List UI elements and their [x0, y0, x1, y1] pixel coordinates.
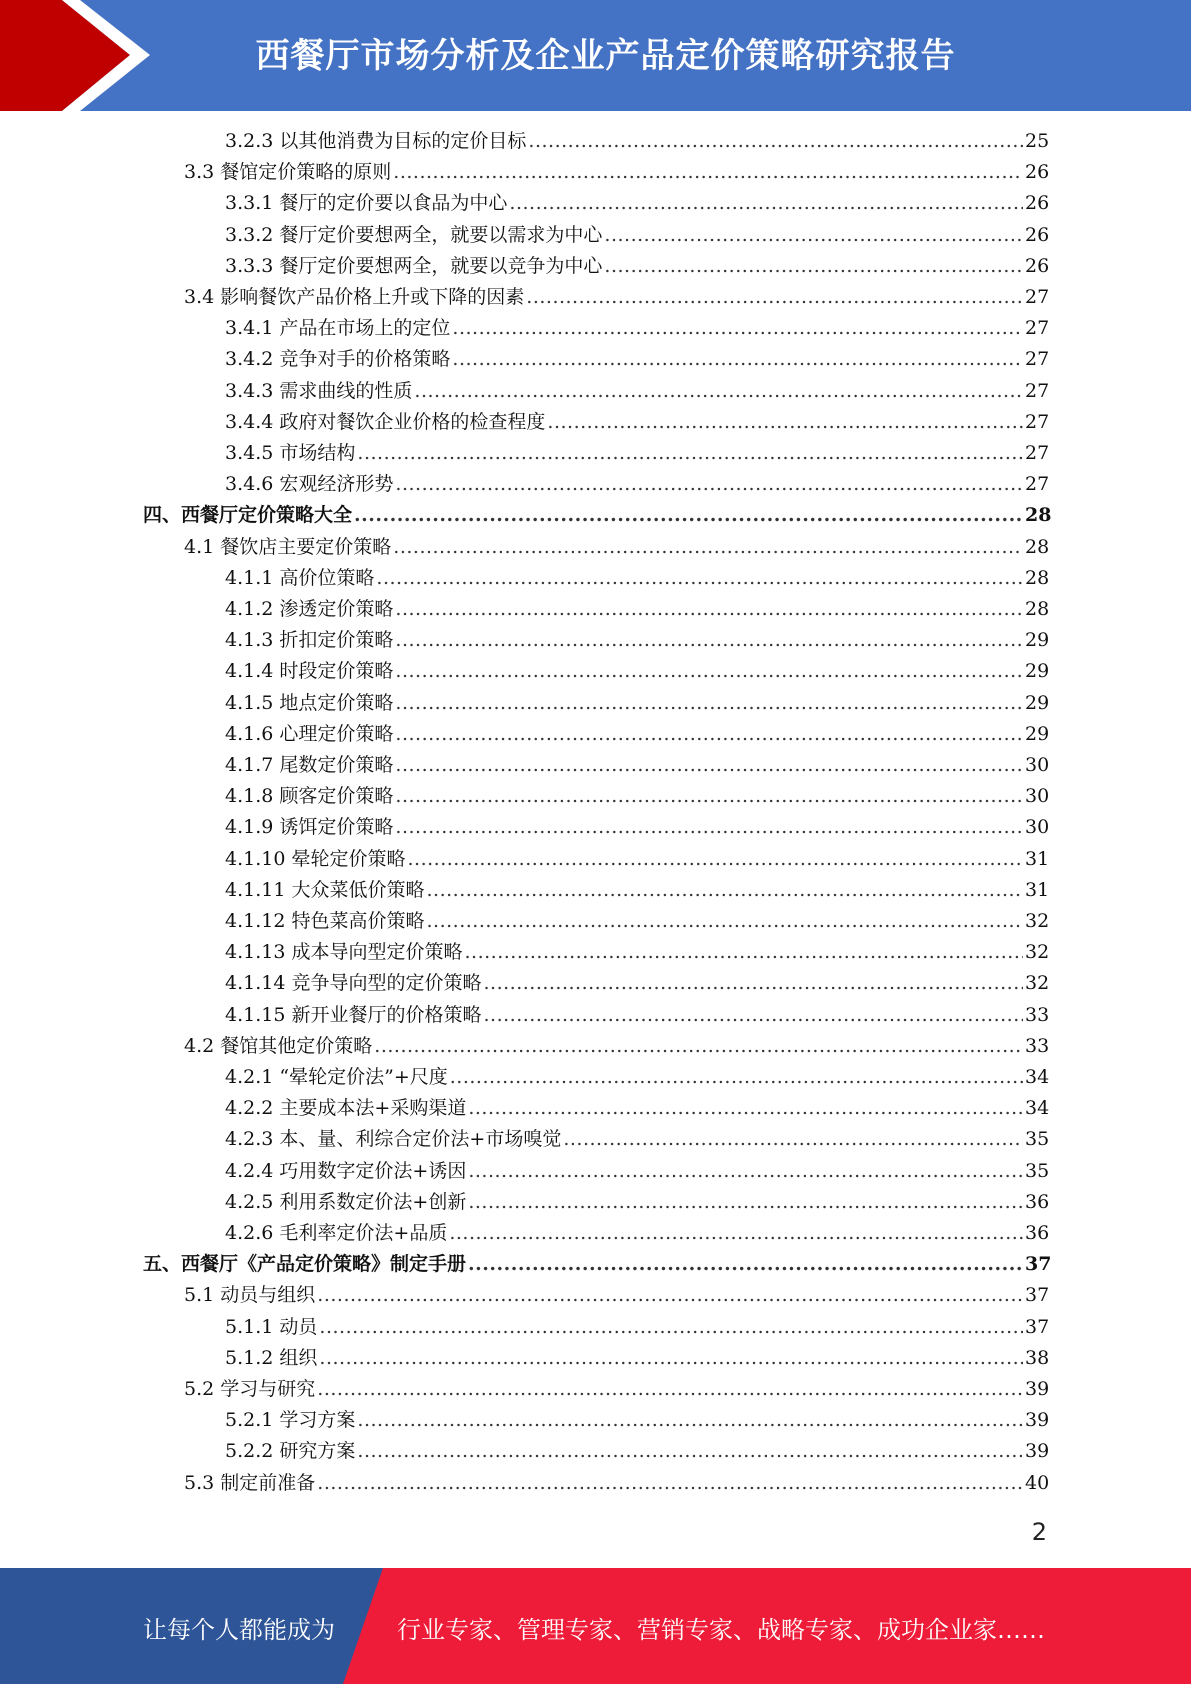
toc-entry-title: 顾客定价策略 [279, 785, 394, 808]
toc-entry-page: 27 [1025, 348, 1050, 371]
toc-entry-page: 30 [1025, 754, 1050, 776]
toc-entry-number: 4.2.1 [225, 1066, 274, 1088]
toc-entry-page: 28 [1025, 504, 1052, 527]
toc-entry-page: 32 [1025, 910, 1050, 932]
toc-entry-title: 时段定价策略 [279, 660, 394, 683]
toc-entry-page: 27 [1025, 473, 1050, 496]
toc-entry-number: 3.3 [184, 161, 215, 184]
toc-dot-leader [427, 875, 1024, 906]
toc-entry-title: 特色菜高价策略 [291, 910, 425, 932]
toc-entry-page: 33 [1025, 1003, 1050, 1026]
toc-entry-number: 4.1.11 [225, 878, 286, 901]
toc-dot-leader [528, 126, 1023, 157]
toc-entry-title: “晕轮定价法”+尺度 [279, 1066, 448, 1088]
toc-entry-title: 影响餐饮产品价格上升或下降的因素 [220, 286, 525, 308]
toc-entry[interactable] [184, 1280, 1050, 1311]
toc-entry-number: 4.2 [184, 1034, 215, 1057]
toc-entry-page: 31 [1025, 878, 1050, 901]
toc-entry-page: 35 [1025, 1159, 1050, 1182]
toc-entry-title: 四、西餐厅定价策略大全 [143, 504, 353, 527]
toc-entry-title: 成本导向型定价策略 [291, 941, 463, 964]
toc-entry-number: 3.4.3 [225, 379, 274, 402]
toc-entry[interactable] [184, 282, 1050, 313]
toc-entry-page: 30 [1025, 785, 1050, 808]
toc-dot-leader [319, 1312, 1023, 1343]
toc-entry[interactable] [225, 656, 1050, 687]
toc-entry[interactable] [225, 407, 1050, 438]
toc-entry-title: 尾数定价策略 [279, 754, 394, 776]
toc-entry-title: 餐饮店主要定价策略 [220, 535, 392, 558]
toc-entry-number: 4.1.2 [225, 598, 274, 620]
toc-entry[interactable] [225, 844, 1050, 875]
toc-entry-page: 29 [1025, 691, 1050, 714]
toc-entry-page: 26 [1025, 254, 1050, 277]
toc-dot-leader [395, 656, 1023, 687]
toc-entry[interactable] [225, 937, 1050, 968]
toc-entry-number: 4.1.7 [225, 754, 274, 776]
toc-entry-number: 4.1.1 [225, 566, 274, 589]
toc-entry-number: 4.1.4 [225, 660, 274, 683]
toc-entry-title: 本、量、利综合定价法+市场嗅觉 [279, 1128, 562, 1151]
toc-entry-number: 4.1.9 [225, 816, 274, 839]
toc-entry[interactable] [225, 1156, 1050, 1187]
toc-dot-leader [604, 220, 1023, 251]
toc-entry-number: 4.1.5 [225, 691, 274, 714]
toc-entry-page: 27 [1025, 410, 1050, 433]
toc-entry-title: 心理定价策略 [279, 722, 394, 745]
toc-entry[interactable] [225, 688, 1050, 719]
toc-dot-leader [563, 1124, 1023, 1155]
toc-entry-number: 5.1.2 [225, 1346, 274, 1369]
toc-entry-page: 34 [1025, 1066, 1050, 1088]
toc-entry-page: 28 [1025, 535, 1050, 558]
toc-dot-leader [547, 407, 1023, 438]
toc-entry[interactable] [225, 968, 1050, 999]
toc-entry-number: 4.2.4 [225, 1159, 274, 1182]
toc-entry-title: 高价位策略 [279, 566, 375, 589]
toc-entry-number: 4.1.8 [225, 785, 274, 808]
toc-dot-leader [526, 282, 1023, 313]
toc-entry[interactable] [225, 563, 1050, 594]
toc-entry-number: 4.1.12 [225, 910, 286, 932]
toc-entry-number: 3.4.2 [225, 348, 274, 371]
toc-entry-page: 27 [1025, 317, 1050, 340]
toc-entry-number: 4.1.13 [225, 941, 286, 964]
toc-dot-leader [395, 594, 1023, 625]
toc-entry[interactable] [225, 1343, 1050, 1374]
toc-entry[interactable] [184, 157, 1050, 188]
toc-entry-page: 30 [1025, 816, 1050, 839]
toc-dot-leader [395, 719, 1023, 750]
toc-entry-page: 29 [1025, 660, 1050, 683]
toc-entry-page: 36 [1025, 1190, 1050, 1213]
toc-entry-title: 渗透定价策略 [279, 598, 394, 620]
toc-dot-leader [449, 1218, 1023, 1249]
toc-dot-leader [376, 563, 1023, 594]
toc-entry[interactable] [225, 1187, 1050, 1218]
toc-entry-title: 产品在市场上的定位 [279, 317, 451, 340]
toc-entry-page: 28 [1025, 566, 1050, 589]
toc-entry[interactable] [225, 126, 1050, 157]
toc-entry[interactable] [225, 1436, 1050, 1467]
footer-slogan-left: 让每个人都能成为 [143, 1616, 335, 1644]
toc-entry-number: 4.1.6 [225, 722, 274, 745]
toc-entry-title: 需求曲线的性质 [279, 379, 413, 402]
toc-dot-leader [468, 1249, 1023, 1280]
toc-entry[interactable] [225, 875, 1050, 906]
toc-entry-title: 竞争导向型的定价策略 [291, 972, 482, 995]
toc-entry-page: 37 [1025, 1284, 1050, 1307]
toc-entry-page: 28 [1025, 598, 1050, 620]
toc-entry[interactable] [225, 1218, 1050, 1249]
toc-dot-leader [427, 906, 1024, 937]
toc-entry-title: 诱饵定价策略 [279, 816, 394, 839]
toc-dot-leader [357, 1405, 1023, 1436]
toc-entry-title: 大众菜低价策略 [291, 878, 425, 901]
toc-entry-number: 5.1 [184, 1284, 215, 1307]
toc-entry-title: 组织 [279, 1346, 318, 1369]
toc-entry[interactable] [225, 594, 1050, 625]
toc-dot-leader [465, 937, 1024, 968]
toc-dot-leader [357, 438, 1023, 469]
toc-dot-leader [357, 1436, 1023, 1467]
toc-dot-leader [452, 313, 1023, 344]
toc-entry-page: 29 [1025, 722, 1050, 745]
toc-entry-page: 27 [1025, 286, 1050, 308]
toc-dot-leader [319, 1343, 1023, 1374]
toc-entry-number: 4.1.15 [225, 1003, 286, 1026]
toc-dot-leader [468, 1156, 1023, 1187]
toc-entry-page: 39 [1025, 1440, 1050, 1463]
toc-dot-leader [395, 688, 1023, 719]
toc-dot-leader [484, 968, 1024, 999]
toc-dot-leader [395, 781, 1023, 812]
toc-entry[interactable] [225, 1093, 1050, 1124]
toc-entry-number: 3.3.2 [225, 223, 274, 246]
toc-entry[interactable] [225, 750, 1050, 781]
toc-entry-title: 制定前准备 [220, 1471, 316, 1494]
toc-entry[interactable] [184, 1468, 1050, 1499]
toc-entry-page: 25 [1025, 130, 1050, 152]
toc-dot-leader [317, 1468, 1023, 1499]
toc-entry-title: 餐厅定价要想两全，就要以需求为中心 [279, 223, 603, 246]
toc-entry-page: 33 [1025, 1034, 1050, 1057]
toc-entry-page: 26 [1025, 192, 1050, 215]
toc-entry-number: 4.2.2 [225, 1097, 274, 1120]
toc-entry-number: 3.4.1 [225, 317, 274, 340]
toc-entry-title: 五、西餐厅《产品定价策略》制定手册 [143, 1253, 467, 1276]
toc-dot-leader [509, 188, 1023, 219]
toc-entry-number: 5.2.2 [225, 1440, 274, 1463]
toc-entry-title: 折扣定价策略 [279, 629, 394, 652]
toc-entry-page: 39 [1025, 1378, 1050, 1400]
toc-entry-page: 26 [1025, 161, 1050, 184]
footer-slogan-right: 行业专家、管理专家、营销专家、战略专家、成功企业家…… [397, 1616, 1045, 1644]
toc-entry-number: 4.1.3 [225, 629, 274, 652]
toc-entry-title: 餐馆定价策略的原则 [220, 161, 392, 184]
toc-entry[interactable] [225, 220, 1050, 251]
toc-dot-leader [354, 500, 1023, 531]
toc-dot-leader [317, 1374, 1023, 1405]
toc-entry-page: 31 [1025, 847, 1050, 870]
toc-dot-leader [393, 157, 1023, 188]
toc-entry-number: 4.1.14 [225, 972, 286, 995]
toc-entry-title: 市场结构 [279, 442, 356, 464]
toc-entry-title: 动员 [279, 1315, 318, 1338]
toc-dot-leader [468, 1093, 1023, 1124]
toc-entry-page: 38 [1025, 1346, 1050, 1369]
toc-entry-title: 新开业餐厅的价格策略 [291, 1003, 482, 1026]
toc-entry-page: 27 [1025, 379, 1050, 402]
toc-entry[interactable] [184, 1374, 1050, 1405]
toc-entry[interactable] [184, 532, 1050, 563]
toc-entry-number: 5.3 [184, 1471, 215, 1494]
page-number: 2 [1031, 1518, 1047, 1546]
toc-entry[interactable] [225, 812, 1050, 843]
toc-entry[interactable] [225, 781, 1050, 812]
toc-entry-page: 36 [1025, 1222, 1050, 1244]
toc-entry[interactable] [225, 719, 1050, 750]
toc-entry[interactable] [225, 438, 1050, 469]
toc-entry[interactable] [225, 1405, 1050, 1436]
toc-entry-page: 26 [1025, 223, 1050, 246]
toc-entry-title: 以其他消费为目标的定价目标 [279, 130, 527, 152]
toc-entry[interactable] [225, 1000, 1050, 1031]
toc-entry[interactable] [225, 625, 1050, 656]
toc-entry[interactable] [225, 906, 1050, 937]
toc-dot-leader [317, 1280, 1023, 1311]
toc-entry-title: 利用系数定价法+创新 [279, 1190, 467, 1213]
toc-entry-title: 巧用数字定价法+诱因 [279, 1159, 467, 1182]
toc-entry-number: 4.1.10 [225, 847, 286, 870]
toc-entry[interactable] [225, 251, 1050, 282]
toc-entry-number: 3.4.5 [225, 442, 274, 464]
page-footer [0, 1568, 1191, 1684]
toc-dot-leader [414, 376, 1023, 407]
toc-entry-number: 5.2.1 [225, 1409, 274, 1432]
toc-entry-title: 地点定价策略 [279, 691, 394, 714]
toc-dot-leader [395, 812, 1023, 843]
toc-entry[interactable] [225, 313, 1050, 344]
toc-entry-title: 动员与组织 [220, 1284, 316, 1307]
toc-entry[interactable] [225, 1124, 1050, 1155]
toc-entry-number: 3.3.3 [225, 254, 274, 277]
toc-entry-page: 39 [1025, 1409, 1050, 1432]
toc-entry-title: 政府对餐饮企业价格的检查程度 [279, 410, 546, 433]
toc-entry-number: 4.2.5 [225, 1190, 274, 1213]
toc-entry-number: 4.2.6 [225, 1222, 274, 1244]
toc-entry-title: 毛利率定价法+品质 [279, 1222, 448, 1244]
toc-entry-number: 3.3.1 [225, 192, 274, 215]
toc-dot-leader [395, 469, 1023, 500]
toc-entry-number: 5.1.1 [225, 1315, 274, 1338]
toc-entry-title: 餐厅的定价要以食品为中心 [279, 192, 508, 215]
toc-entry-title: 学习与研究 [220, 1378, 316, 1400]
toc-dot-leader [604, 251, 1023, 282]
toc-entry-title: 晕轮定价策略 [291, 847, 406, 870]
toc-entry-page: 32 [1025, 972, 1050, 995]
toc-entry-number: 4.2.3 [225, 1128, 274, 1151]
document-title: 西餐厅市场分析及企业产品定价策略研究报告 [255, 36, 956, 76]
toc-entry-title: 竞争对手的价格策略 [279, 348, 451, 371]
toc-entry-number: 3.4.4 [225, 410, 274, 433]
toc-entry-page: 29 [1025, 629, 1050, 652]
page-header [0, 0, 1191, 111]
toc-dot-leader [395, 625, 1023, 656]
toc-entry-number: 3.2.3 [225, 130, 274, 152]
toc-entry-number: 3.4 [184, 286, 215, 308]
toc-entry[interactable] [225, 469, 1050, 500]
toc-entry-title: 餐馆其他定价策略 [220, 1034, 373, 1057]
toc-entry[interactable] [225, 1062, 1050, 1093]
toc-entry-page: 40 [1025, 1471, 1050, 1494]
toc-entry[interactable] [225, 376, 1050, 407]
toc-entry-title: 餐厅定价要想两全，就要以竞争为中心 [279, 254, 603, 277]
toc-dot-leader [408, 844, 1024, 875]
toc-entry[interactable] [143, 1249, 1052, 1280]
toc-dot-leader [450, 1062, 1023, 1093]
toc-entry[interactable] [225, 188, 1050, 219]
toc-dot-leader [374, 1031, 1023, 1062]
toc-dot-leader [468, 1187, 1023, 1218]
toc-dot-leader [393, 532, 1023, 563]
toc-entry-page: 27 [1025, 442, 1050, 464]
toc-entry-page: 34 [1025, 1097, 1050, 1120]
toc-entry[interactable] [225, 344, 1050, 375]
toc-entry[interactable] [143, 500, 1052, 531]
toc-entry-title: 研究方案 [279, 1440, 356, 1463]
toc-entry-title: 宏观经济形势 [279, 473, 394, 496]
toc-entry-page: 37 [1025, 1315, 1050, 1338]
toc-entry-page: 35 [1025, 1128, 1050, 1151]
toc-dot-leader [452, 344, 1023, 375]
toc-entry-page: 32 [1025, 941, 1050, 964]
toc-entry[interactable] [184, 1031, 1050, 1062]
toc-entry-title: 学习方案 [279, 1409, 356, 1432]
toc-entry[interactable] [225, 1312, 1050, 1343]
toc-entry-title: 主要成本法+采购渠道 [279, 1097, 467, 1120]
toc-dot-leader [484, 1000, 1024, 1031]
toc-entry-number: 4.1 [184, 535, 215, 558]
toc-entry-page: 37 [1025, 1253, 1052, 1276]
toc-dot-leader [395, 750, 1023, 781]
toc-entry-number: 3.4.6 [225, 473, 274, 496]
toc-entry-number: 5.2 [184, 1378, 215, 1400]
